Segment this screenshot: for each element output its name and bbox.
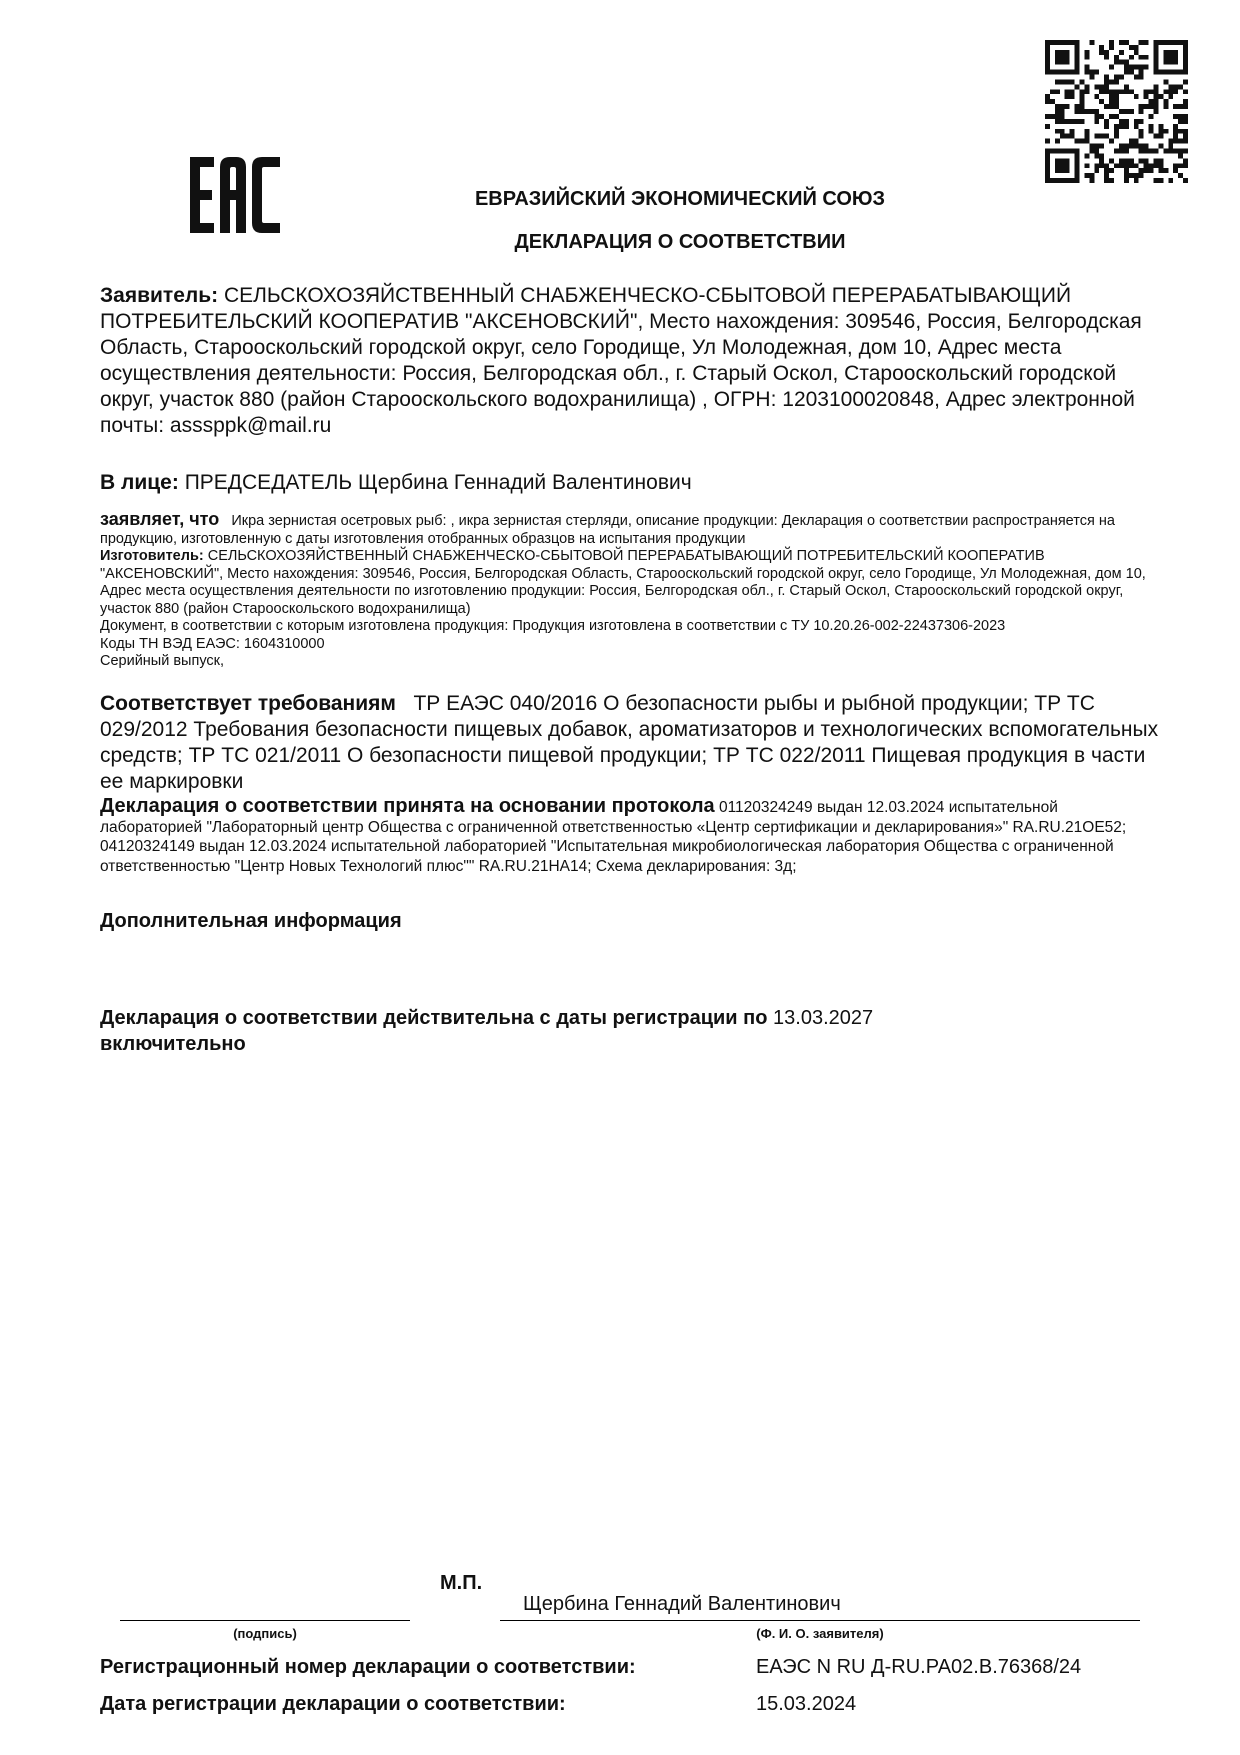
- validity-block: [100, 1005, 1000, 1057]
- applicant-text: СЕЛЬСКОХОЗЯЙСТВЕННЫЙ СНАБЖЕНЧЕСКО-СБЫТОВОЙ ПЕРЕРАБАТЫВАЮЩИЙ ПОТРЕБИТЕЛЬСКИЙ КООПЕРАТИВ "АКСЕНОВСКИЙ", Место нахождения: 309546, Россия, Белгородская Область, Старооскольский городской округ, село Городище, Ул Молодежная, дом 10, Адрес места осуществления деятельности: Россия, Белгородская обл., г. Старый Оскол, Старооскольский городской округ, участок 880 (район Старооскольского водохранилища) , ОГРН: 1203100020848, Адрес электронной почты: asssppk@mail.ru: [100, 284, 1142, 437]
- validity-label: Декларация о соответствии действительна с даты регистрации по: [100, 1007, 768, 1029]
- basis-block: [100, 797, 1160, 876]
- declares-block: [100, 511, 1160, 671]
- name-line: [500, 1620, 1140, 1621]
- applicant-label: Заявитель:: [100, 284, 219, 307]
- signature-caption: (подпись): [233, 1626, 297, 1641]
- stamp-label: М.П.: [440, 1572, 483, 1594]
- validity-suffix: включительно: [100, 1033, 246, 1055]
- declares-label: заявляет, что: [100, 509, 220, 529]
- person-text: ПРЕДСЕДАТЕЛЬ Щербина Геннадий Валентинович: [184, 471, 692, 494]
- production-document: Документ, в соответствии с которым изготовлена продукция: Продукция изготовлена в соответствии с ТУ 10.20.26-002-22437306-2023: [100, 618, 1006, 634]
- basis-text: 01120324249 выдан 12.03.2024 испытательной лабораторией "Лабораторный центр Общества с ограниченной ответственностью «Центр сертификации и декларирования»" RA.RU.21ОЕ52; 04120324149 выдан 12.03.2024 испытательной лабораторией "Испытательная микробиологическая лаборатория Общества с ограниченной ответственностью "Центр Новых Технологий плюс"" RA.RU.21НА14; Схема декларирования: 3д;: [100, 799, 1127, 875]
- registration-number: ЕАЭС N RU Д-RU.РА02.В.76368/24: [756, 1656, 1082, 1678]
- additional-info-label: Дополнительная информация: [100, 910, 402, 932]
- registration-date-label: Дата регистрации декларации о соответствии:: [100, 1693, 566, 1715]
- signature-line: [120, 1620, 410, 1621]
- registration-number-label: Регистрационный номер декларации о соответствии:: [100, 1656, 636, 1678]
- validity-date: 13.03.2027: [773, 1007, 874, 1029]
- union-title: ЕВРАЗИЙСКИЙ ЭКОНОМИЧЕСКИЙ СОЮЗ: [474, 188, 886, 210]
- conformity-text: ТР ЕАЭС 040/2016 О безопасности рыбы и рыбной продукции; ТР ТС 029/2012 Требования безопасности пищевых добавок, ароматизаторов и технологических вспомогательных средств; ТР ТС 021/2011 О безопасности пищевой продукции; ТР ТС 022/2011 Пищевая продукция в части ее маркировки: [100, 692, 1159, 793]
- document-title: ДЕКЛАРАЦИЯ О СООТВЕТСТВИИ: [514, 231, 846, 253]
- qr-code: [1045, 40, 1188, 183]
- manufacturer-text: СЕЛЬСКОХОЗЯЙСТВЕННЫЙ СНАБЖЕНЧЕСКО-СБЫТОВОЙ ПЕРЕРАБАТЫВАЮЩИЙ ПОТРЕБИТЕЛЬСКИЙ КООПЕРАТИВ "АКСЕНОВСКИЙ", Место нахождения: 309546, Россия, Белгородская Область, Старооскольский городской округ, село Городище, Ул Молодежная, дом 10, Адрес места осуществления деятельности по изготовлению продукции: Россия, Белгородская обл., г. Старый Оскол, Старооскольский городской округ, участок 880 (район Старооскольского водохранилища): [100, 548, 1146, 617]
- serial-release: Серийный выпуск,: [100, 653, 225, 669]
- product-description: Икра зернистая осетровых рыб: , икра зернистая стерляди, описание продукции: Декларация о соответствии распространяется на продукцию, изготовленную с даты изготовления отобранных образцов на испытания продукции: [100, 513, 1115, 547]
- basis-label: Декларация о соответствии принята на основании протокола: [100, 795, 715, 817]
- eac-logo: [190, 157, 280, 233]
- person-label: В лице:: [100, 471, 179, 494]
- registration-date: 15.03.2024: [756, 1693, 857, 1715]
- signatory-name: Щербина Геннадий Валентинович: [523, 1593, 841, 1615]
- name-caption: (Ф. И. О. заявителя): [756, 1626, 884, 1641]
- person-block: [100, 470, 1160, 496]
- conformity-label: Соответствует требованиям: [100, 692, 396, 715]
- applicant-block: [100, 283, 1160, 439]
- hs-codes: Коды ТН ВЭД ЕАЭС: 1604310000: [100, 635, 325, 652]
- manufacturer-label: Изготовитель:: [100, 548, 204, 564]
- conformity-block: [100, 691, 1160, 795]
